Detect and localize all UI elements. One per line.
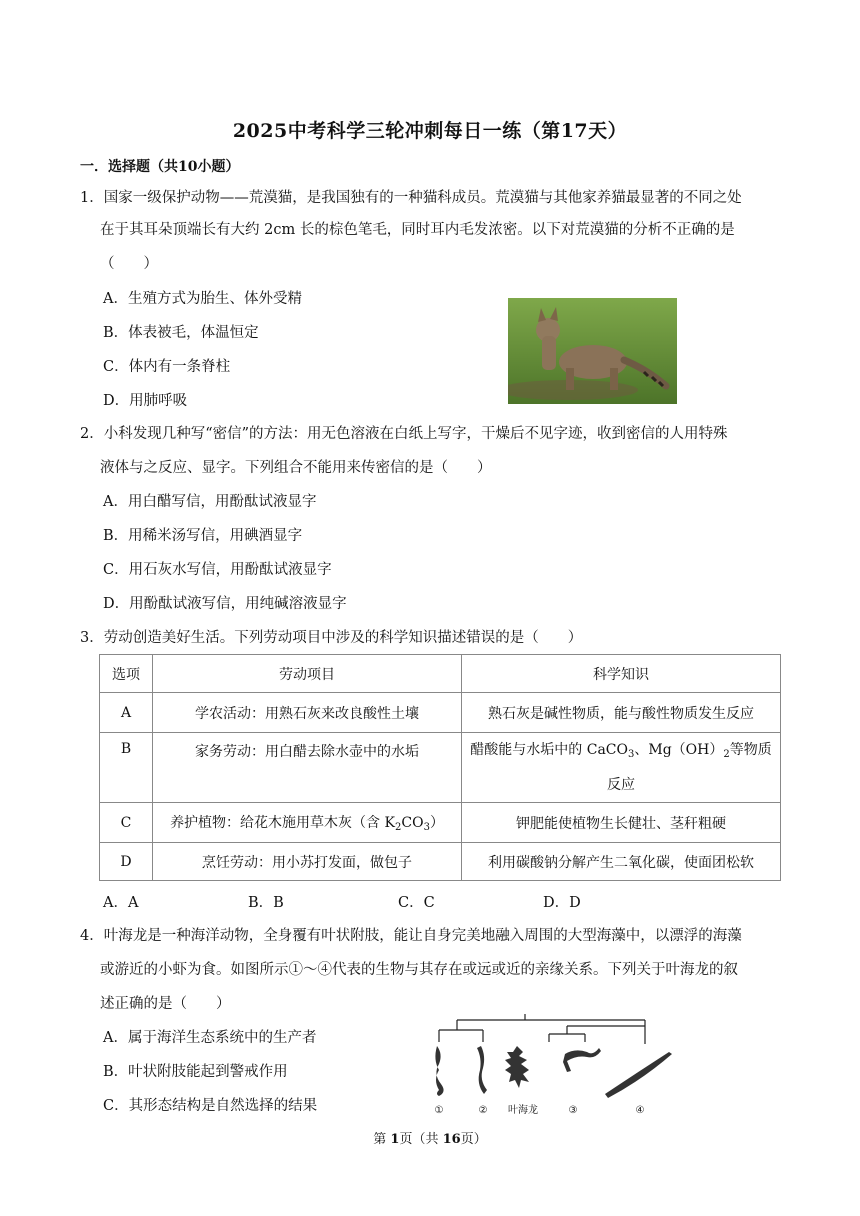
footer-page-number: 1 <box>390 1132 400 1147</box>
q4-option-c: C．其形态结构是自然选择的结果 <box>103 1098 318 1114</box>
q2-option-d: D．用酚酞试液写信，用纯碱溶液显字 <box>103 596 347 612</box>
q1-stem-line2: 在于其耳朵顶端长有大约 2cm 长的棕色笔毛，同时耳内毛发浓密。以下对荒漠猫的分析不正确的是 <box>100 222 735 238</box>
table-cell-knowledge: 钾肥能使植物生长健壮、茎秆粗硬 <box>462 803 781 843</box>
desert-cat-photo <box>508 298 677 404</box>
tree-label-1: ① <box>434 1105 444 1116</box>
q2-stem-line1: 2．小科发现几种写“密信”的方法：用无色溶液在白纸上写字，干燥后不见字迹，收到密信的人用特殊 <box>80 426 728 442</box>
table-cell-option: D <box>100 843 153 881</box>
subscript: 2 <box>723 749 730 760</box>
footer-text: 页（共 <box>399 1132 443 1147</box>
table-cell-option: C <box>100 803 153 843</box>
q1-stem-line3: （ ） <box>100 256 158 272</box>
table-header-option: 选项 <box>100 655 153 693</box>
table-cell-knowledge: 熟石灰是碱性物质，能与酸性物质发生反应 <box>462 693 781 733</box>
subscript: 2 <box>394 822 402 833</box>
item-text: ） <box>429 815 444 831</box>
subscript: 3 <box>423 822 430 833</box>
q4-option-b: B．叶状附肢能起到警戒作用 <box>103 1064 288 1080</box>
q4-stem-line1: 4．叶海龙是一种海洋动物，全身覆有叶状附肢，能让自身完美地融入周围的大型海藻中，以漂浮的海藻 <box>80 928 742 944</box>
q4-stem-line2: 或游近的小虾为食。如图所示①～④代表的生物与其存在或远或近的亲缘关系。下列关于叶海龙的叙 <box>100 962 738 978</box>
q1-option-c: C．体内有一条脊柱 <box>103 359 231 375</box>
table-header-knowledge: 科学知识 <box>462 655 781 693</box>
table-row <box>100 803 781 843</box>
item-text: 养护植物：给花木施用草木灰（含 K <box>170 815 395 831</box>
q2-option-b: B．用稀米汤写信，用碘酒显字 <box>103 528 303 544</box>
table-header-item: 劳动项目 <box>153 655 462 693</box>
table-row <box>100 693 781 733</box>
q1-option-d: D．用肺呼吸 <box>103 393 188 409</box>
q1-option-b: B．体表被毛，体温恒定 <box>103 325 259 341</box>
q3-answer-b: B．B <box>248 895 284 911</box>
q3-answer-d: D．D <box>543 895 581 911</box>
item-text: CO <box>401 815 424 831</box>
footer-text: 页） <box>460 1132 487 1147</box>
q2-option-c: C．用石灰水写信，用酚酞试液显字 <box>103 562 332 578</box>
table-cell-item: 家务劳动：用白醋去除水壶中的水垢 <box>153 733 462 803</box>
phylogenetic-tree-diagram <box>425 1012 687 1116</box>
q3-answer-a: A．A <box>103 895 139 911</box>
table-cell-item: 学农活动：用熟石灰来改良酸性土壤 <box>153 693 462 733</box>
knowledge-text: 等物质 <box>729 742 772 758</box>
table-row <box>100 733 781 803</box>
footer-total-pages: 16 <box>442 1132 461 1147</box>
knowledge-text: 醋酸能与水垢中的 CaCO <box>470 742 628 758</box>
subscript: 3 <box>627 749 635 760</box>
q4-stem-line3: 述正确的是（ ） <box>100 996 231 1012</box>
table-cell-knowledge: 利用碳酸钠分解产生二氧化碳，使面团松软 <box>462 843 781 881</box>
q3-table <box>99 654 781 881</box>
q3-stem-line1: 3．劳动创造美好生活。下列劳动项目中涉及的科学知识描述错误的是（ ） <box>80 630 583 646</box>
section-heading: 一．选择题（共10小题） <box>80 159 240 175</box>
knowledge-text: 、Mg（OH） <box>634 742 724 758</box>
table-cell-item: 烹饪劳动：用小苏打发面，做包子 <box>153 843 462 881</box>
q1-option-a: A．生殖方式为胎生、体外受精 <box>103 291 302 307</box>
tree-label-2: ② <box>478 1105 488 1116</box>
q1-stem-line1: 1．国家一级保护动物——荒漠猫，是我国独有的一种猫科成员。荒漠猫与其他家养猫最显著的不同之处 <box>80 190 742 206</box>
tree-label-leafy-seadragon: 叶海龙 <box>508 1105 538 1116</box>
table-cell-option: A <box>100 693 153 733</box>
q4-option-a: A．属于海洋生态系统中的生产者 <box>103 1030 317 1046</box>
page-footer <box>0 1128 860 1147</box>
q3-answer-c: C．C <box>398 895 435 911</box>
table-cell-option: B <box>100 733 153 803</box>
page-title: 2025中考科学三轮冲刺每日一练（第17天） <box>232 120 628 142</box>
table-cell-knowledge <box>462 733 781 803</box>
footer-text: 第 <box>373 1132 391 1147</box>
q2-option-a: A．用白醋写信，用酚酞试液显字 <box>103 494 317 510</box>
table-row <box>100 843 781 881</box>
tree-label-3: ③ <box>568 1105 578 1116</box>
knowledge-text: 反应 <box>607 777 635 793</box>
table-cell-item <box>153 803 462 843</box>
tree-label-4: ④ <box>635 1105 645 1116</box>
q2-stem-line2: 液体与之反应、显字。下列组合不能用来传密信的是（ ） <box>100 460 492 476</box>
